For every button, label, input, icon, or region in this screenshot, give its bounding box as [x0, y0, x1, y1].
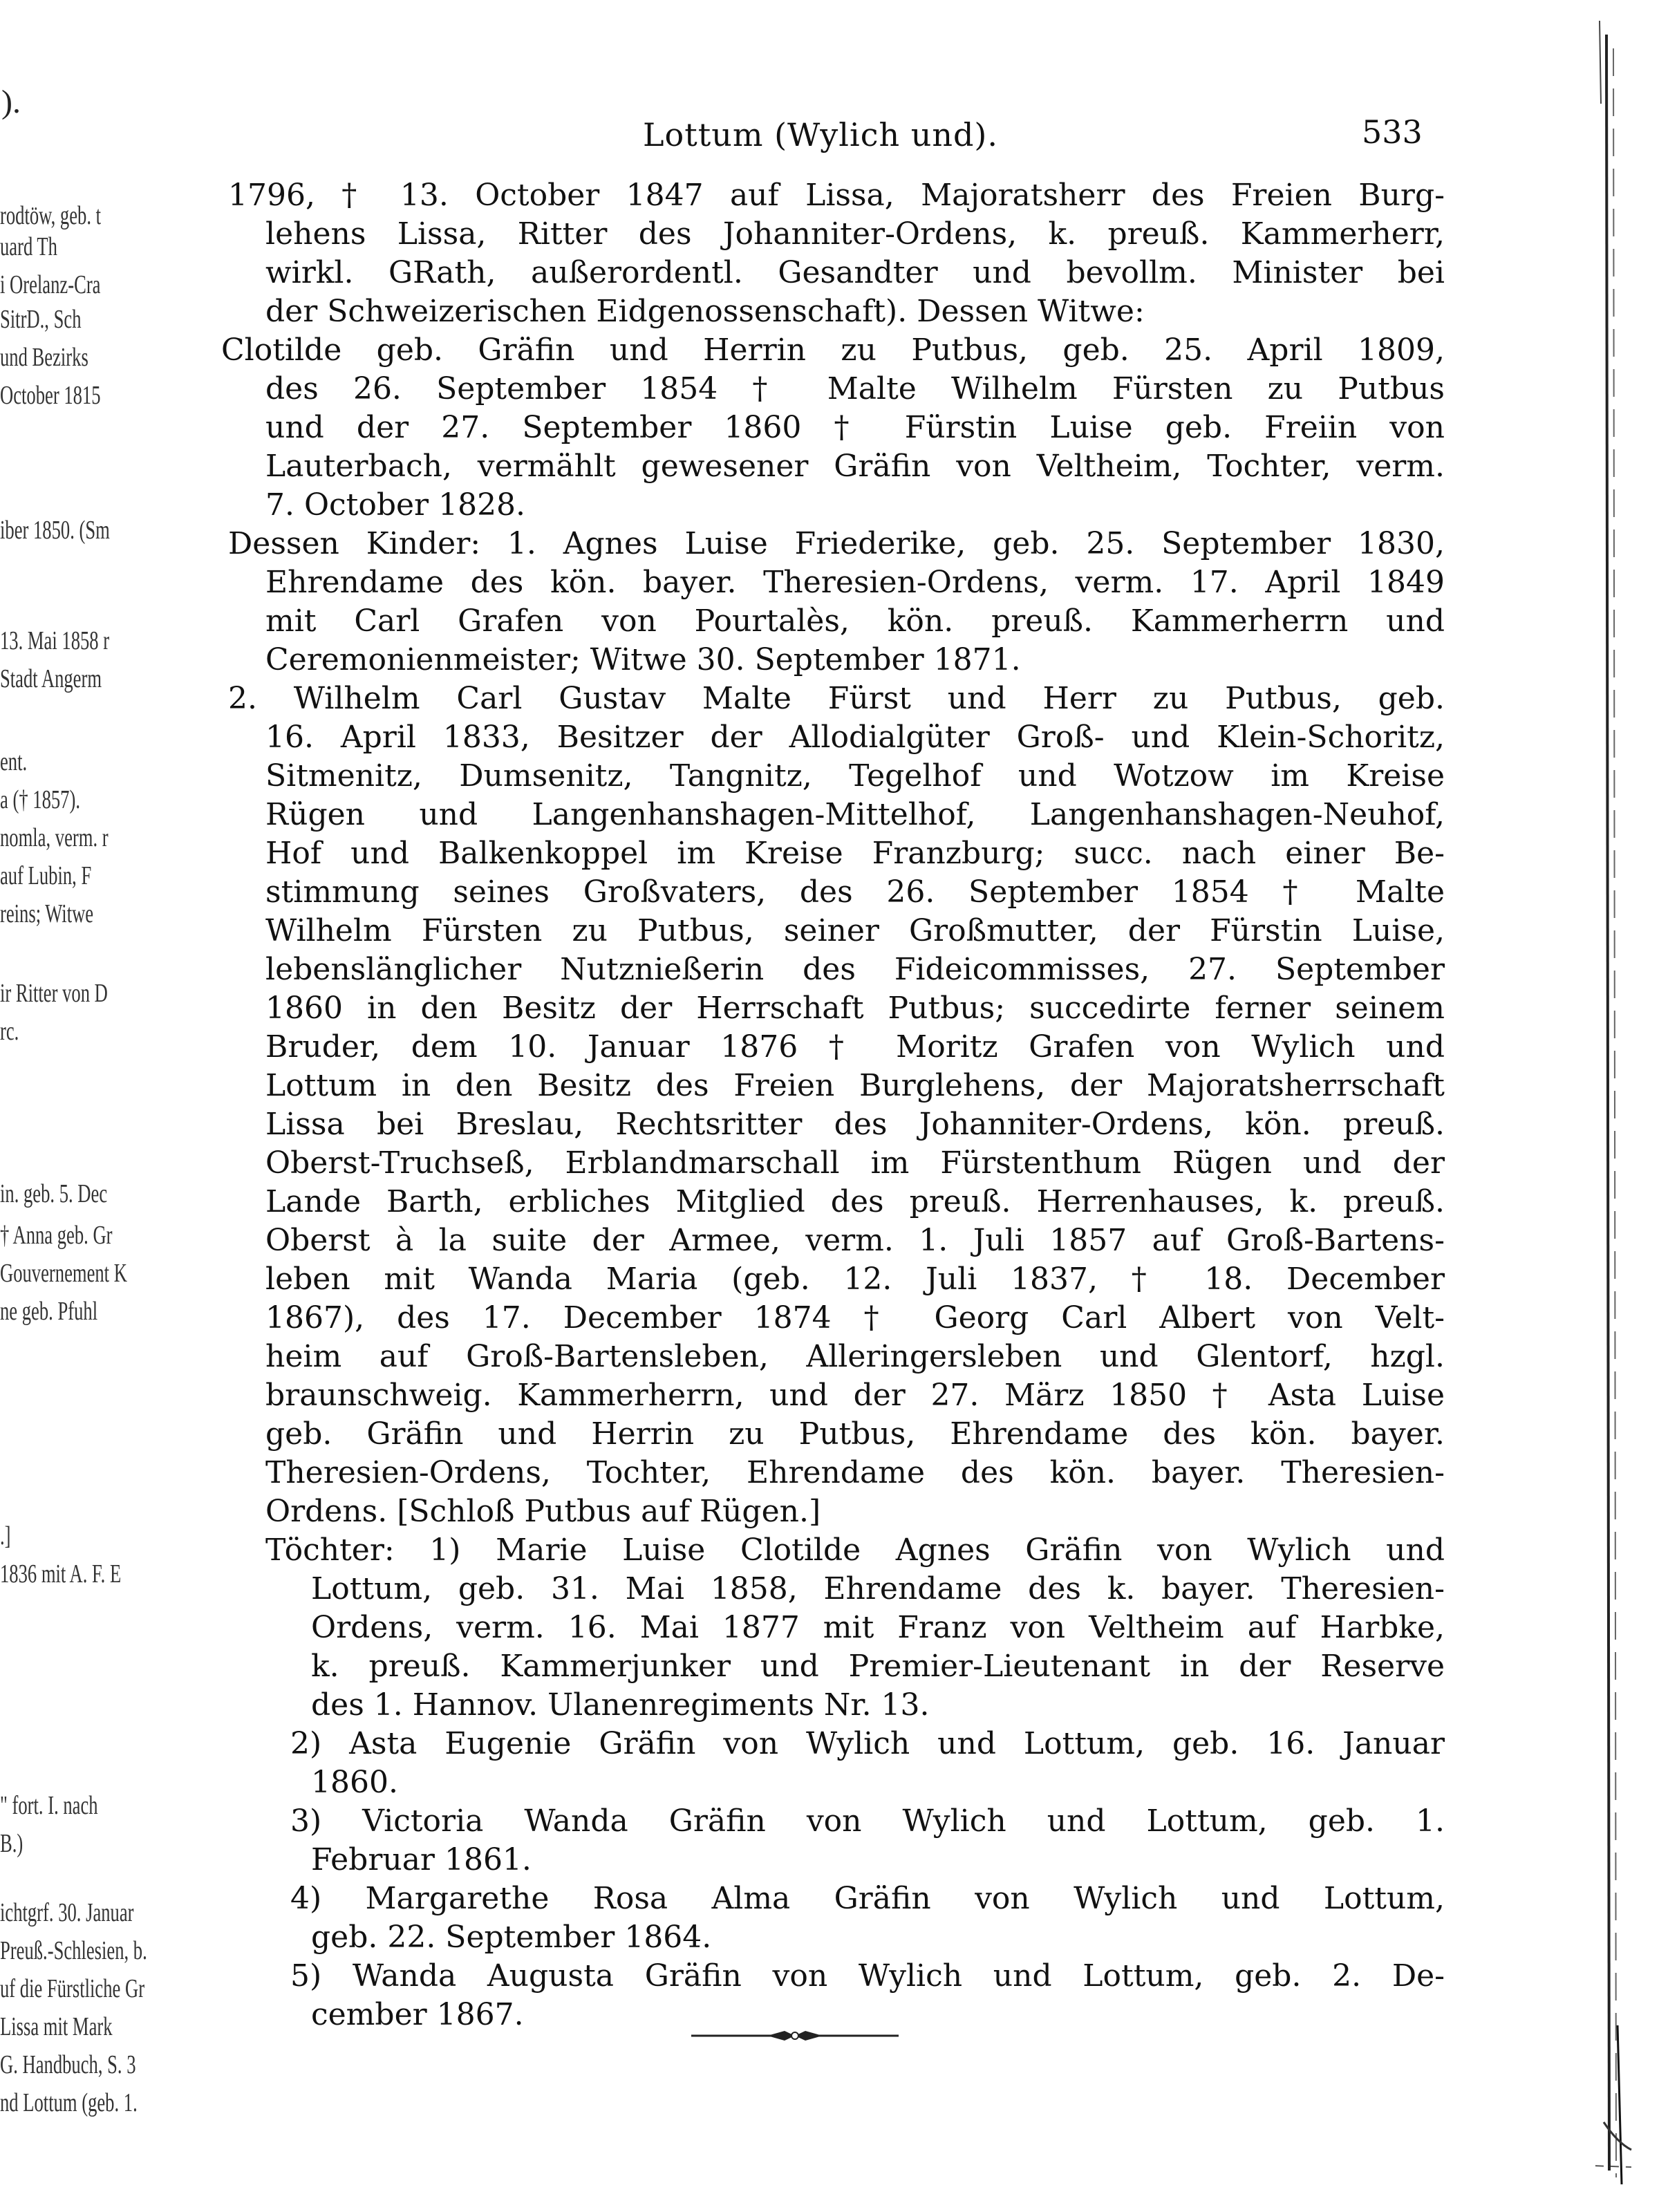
facing-fragment: ent.	[0, 747, 28, 776]
text-line: lebenslänglicher Nutznießerin des Fideicommisses, 27. September	[265, 952, 1445, 987]
facing-fragment: und Bezirks	[0, 343, 88, 372]
facing-fragment: 1836 mit A. F. E	[0, 1559, 122, 1588]
running-head: Lottum (Wylich und).	[643, 116, 998, 153]
text-line: Lande Barth, erbliches Mitglied des preuß. Herrenhauses, k. preuß.	[265, 1184, 1445, 1219]
facing-fragment: Lissa mit Mark	[0, 2012, 113, 2041]
text-line: Oberst à la suite der Armee, verm. 1. Juli 1857 auf Groß-Bartens-	[265, 1223, 1445, 1258]
facing-fragment: a († 1857).	[0, 785, 80, 814]
facing-fragment: October 1815	[0, 381, 101, 410]
facing-fragment: reins; Witwe	[0, 899, 94, 928]
facing-fragment: 13. Mai 1858 r	[0, 626, 110, 655]
text-line: lehens Lissa, Ritter des Johanniter-Ordens, k. preuß. Kammerherr,	[265, 216, 1445, 252]
text-line: des 26. September 1854 † Malte Wilhelm Fürsten zu Putbus	[265, 371, 1445, 406]
text-line: Lissa bei Breslau, Rechtsritter des Johanniter-Ordens, kön. preuß.	[265, 1107, 1445, 1142]
facing-fragment: † Anna geb. Gr	[0, 1221, 113, 1250]
page-number: 533	[1362, 113, 1423, 151]
text-line: heim auf Groß-Bartensleben, Alleringersleben und Glentorf, hzgl.	[265, 1339, 1445, 1374]
facing-fragment: auf Lubin, F	[0, 861, 92, 890]
facing-fragment: rc.	[0, 1017, 19, 1046]
text-line: Dessen Kinder: 1. Agnes Luise Friederike, geb. 25. September 1830,	[228, 526, 1445, 561]
facing-fragment: Gouvernement K	[0, 1259, 127, 1288]
facing-fragment: B.)	[0, 1829, 24, 1858]
text-line: Bruder, dem 10. Januar 1876 † Moritz Grafen von Wylich und	[265, 1029, 1445, 1065]
text-line: stimmung seines Großvaters, des 26. September 1854 † Malte	[265, 874, 1445, 910]
text-line: wirkl. GRath, außerordentl. Gesandter und bevollm. Minister bei	[265, 255, 1445, 290]
facing-fragment: uard Th	[0, 232, 57, 261]
facing-fragment: .]	[0, 1521, 11, 1550]
text-line: k. preuß. Kammerjunker und Premier-Lieutenant in der Reserve	[311, 1649, 1445, 1684]
text-line: Hof und Balkenkoppel im Kreise Franzburg; succ. nach einer Be-	[265, 836, 1445, 871]
text-line: 1867), des 17. December 1874 † Georg Carl Albert von Velt-	[265, 1300, 1445, 1335]
binding-edge	[1590, 21, 1638, 2191]
closing-ornament	[691, 2029, 899, 2043]
facing-fragment: SitrD., Sch	[0, 305, 82, 334]
text-line: Oberst-Truchseß, Erblandmarschall im Fürstenthum Rügen und der	[265, 1145, 1445, 1181]
facing-fragment: ne geb. Pfuhl	[0, 1297, 98, 1326]
facing-fragment: uf die Fürstliche Gr	[0, 1974, 145, 2003]
facing-fragment: nomla, verm. r	[0, 823, 109, 852]
facing-fragment: iber 1850. (Sm	[0, 516, 110, 545]
facing-fragment: nd Lottum (geb. 1.	[0, 2088, 138, 2117]
facing-fragment: G. Handbuch, S. 3	[0, 2050, 136, 2079]
text-line: Februar 1861.	[311, 1842, 532, 1877]
text-line: Wilhelm Fürsten zu Putbus, seiner Großmutter, der Fürstin Luise,	[265, 913, 1445, 948]
text-line: der Schweizerischen Eidgenossenschaft). Dessen Witwe:	[265, 294, 1145, 329]
facing-fragment: ir Ritter von D	[0, 979, 108, 1008]
text-line: 3) Victoria Wanda Gräfin von Wylich und Lottum, geb. 1.	[290, 1803, 1445, 1839]
facing-fragment: in. geb. 5. Dec	[0, 1179, 108, 1208]
facing-fragment: ichtgrf. 30. Januar	[0, 1898, 134, 1927]
text-line: 5) Wanda Augusta Gräfin von Wylich und Lottum, geb. 2. De-	[290, 1958, 1445, 1994]
facing-fragment: Preuß.-Schlesien, b.	[0, 1936, 147, 1965]
text-line: Sitmenitz, Dumsenitz, Tangnitz, Tegelhof und Wotzow im Kreise	[265, 758, 1445, 794]
facing-fragment: " fort. I. nach	[0, 1791, 98, 1820]
text-line: mit Carl Grafen von Pourtalès, kön. preuß. Kammerherrn und	[265, 603, 1445, 639]
text-line: 2) Asta Eugenie Gräfin von Wylich und Lottum, geb. 16. Januar	[290, 1726, 1445, 1761]
text-line: 7. October 1828.	[265, 487, 526, 523]
text-line: Lottum, geb. 31. Mai 1858, Ehrendame des k. bayer. Theresien-	[311, 1571, 1445, 1606]
text-line: leben mit Wanda Maria (geb. 12. Juli 1837, † 18. December	[265, 1262, 1445, 1297]
text-line: cember 1867.	[311, 1997, 524, 2032]
facing-page-paren: ).	[1, 84, 21, 120]
text-line: geb. Gräfin und Herrin zu Putbus, Ehrendame des kön. bayer.	[265, 1416, 1445, 1452]
text-line: Theresien-Ordens, Tochter, Ehrendame des kön. bayer. Theresien-	[265, 1455, 1445, 1490]
text-line: 1796, † 13. October 1847 auf Lissa, Majoratsherr des Freien Burg-	[228, 178, 1445, 213]
text-line: 1860 in den Besitz der Herrschaft Putbus; succedirte ferner seinem	[265, 991, 1445, 1026]
text-line: 2. Wilhelm Carl Gustav Malte Fürst und Herr zu Putbus, geb.	[228, 681, 1445, 716]
text-line: Ordens. [Schloß Putbus auf Rügen.]	[265, 1494, 821, 1529]
text-line: Ordens, verm. 16. Mai 1877 mit Franz von Veltheim auf Harbke,	[311, 1610, 1445, 1645]
text-line: des 1. Hannov. Ulanenregiments Nr. 13.	[311, 1687, 930, 1723]
text-line: Ehrendame des kön. bayer. Theresien-Ordens, verm. 17. April 1849	[265, 565, 1445, 600]
text-line: Lauterbach, vermählt gewesener Gräfin von Veltheim, Tochter, verm.	[265, 449, 1445, 484]
facing-fragment: Stadt Angerm	[0, 664, 102, 693]
text-line: 1860.	[311, 1765, 398, 1800]
text-line: 16. April 1833, Besitzer der Allodialgüter Groß- und Klein-Schoritz,	[265, 720, 1445, 755]
text-line: Ceremonienmeister; Witwe 30. September 1871.	[265, 642, 1021, 677]
text-line: Töchter: 1) Marie Luise Clotilde Agnes Gräfin von Wylich und	[265, 1533, 1445, 1568]
text-line: Clotilde geb. Gräfin und Herrin zu Putbus, geb. 25. April 1809,	[221, 332, 1445, 368]
facing-page-edge	[0, 0, 173, 2212]
text-line: geb. 22. September 1864.	[311, 1920, 712, 1955]
text-line: Rügen und Langenhanshagen-Mittelhof, Langenhanshagen-Neuhof,	[265, 797, 1445, 832]
text-line: 4) Margarethe Rosa Alma Gräfin von Wylich und Lottum,	[290, 1881, 1445, 1916]
text-line: braunschweig. Kammerherrn, und der 27. März 1850 † Asta Luise	[265, 1378, 1445, 1413]
facing-fragment: rodtöw, geb. t	[0, 201, 102, 230]
facing-fragment: i Orelanz-Cra	[0, 270, 101, 299]
text-line: und der 27. September 1860 † Fürstin Luise geb. Freiin von	[265, 410, 1445, 445]
body-text	[221, 176, 1445, 2034]
text-line: Lottum in den Besitz des Freien Burglehens, der Majoratsherrschaft	[265, 1068, 1445, 1103]
